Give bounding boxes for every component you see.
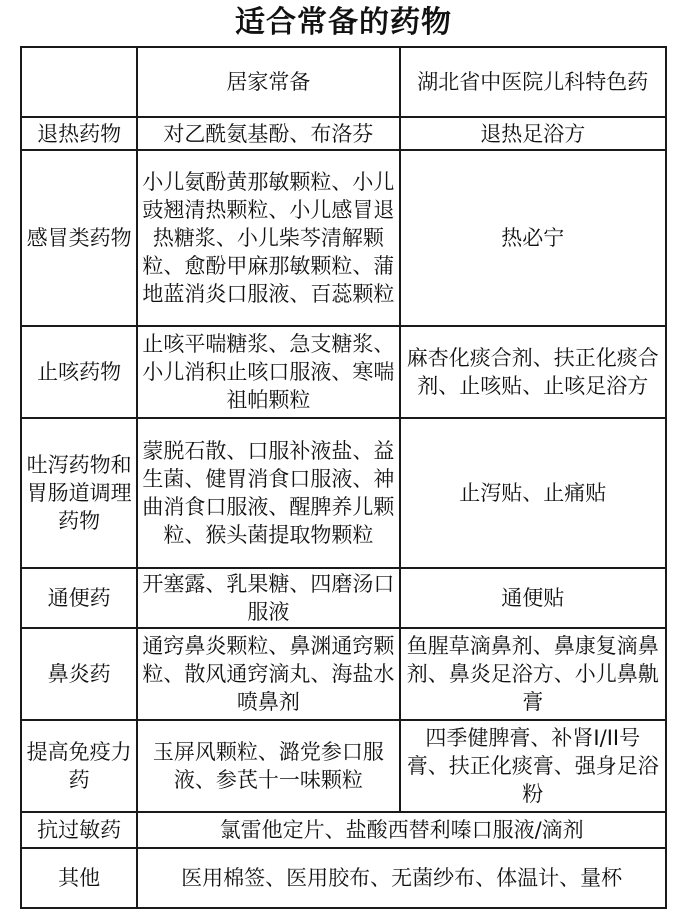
category-cell: 其他 [21,848,137,908]
hospital-medicine-cell: 麻杏化痰合剂、扶正化痰合剂、止咳贴、止咳足浴方 [400,326,666,418]
header-hospital-cell: 湖北省中医院儿科特色药 [400,47,666,117]
category-cell: 退热药物 [21,117,137,150]
home-medicine-cell: 通窍鼻炎颗粒、鼻渊通窍颗粒、散风通窍滴丸、海盐水喷鼻剂 [137,628,399,720]
category-cell: 吐泻药物和胃肠道调理药物 [21,418,137,568]
hospital-medicine-cell: 通便贴 [400,568,666,628]
category-cell: 抗过敏药 [21,812,137,848]
home-medicine-cell: 玉屏风颗粒、潞党参口服液、参芪十一味颗粒 [137,720,399,812]
home-medicine-cell: 小儿氨酚黄那敏颗粒、小儿豉翘清热颗粒、小儿感冒退热糖浆、小儿柴芩清解颗粒、愈酚甲麻那敏颗粒、蒲地蓝消炎口服液、百蕊颗粒 [137,150,399,326]
category-cell: 提高免疫力药 [21,720,137,812]
table-row-digestive [21,418,666,568]
home-medicine-cell: 开塞露、乳果糖、四磨汤口服液 [137,568,399,628]
table-row-rhinitis [21,628,666,720]
home-medicine-cell: 蒙脱石散、口服补液盐、益生菌、健胃消食口服液、神曲消食口服液、醒脾养儿颗粒、猴头菌提取物颗粒 [137,418,399,568]
hospital-medicine-cell: 四季健脾膏、补肾I/II号膏、扶正化痰膏、强身足浴粉 [400,720,666,812]
hospital-medicine-cell: 热必宁 [400,150,666,326]
category-cell: 鼻炎药 [21,628,137,720]
category-cell: 通便药 [21,568,137,628]
table-row-cold [21,150,666,326]
header-category-cell [21,47,137,117]
table-header-row [21,47,666,117]
medicine-table [20,46,667,909]
combined-medicine-cell: 氯雷他定片、盐酸西替利嗪口服液/滴剂 [137,812,666,848]
combined-medicine-cell: 医用棉签、医用胶布、无菌纱布、体温计、量杯 [137,848,666,908]
table-row-fever [21,117,666,150]
table-row-antiallergy [21,812,666,848]
table-row-other [21,848,666,908]
table-row-immunity [21,720,666,812]
category-cell: 感冒类药物 [21,150,137,326]
table-row-laxative [21,568,666,628]
hospital-medicine-cell: 止泻贴、止痛贴 [400,418,666,568]
header-home-cell: 居家常备 [137,47,399,117]
category-cell: 止咳药物 [21,326,137,418]
hospital-medicine-cell: 退热足浴方 [400,117,666,150]
page-title: 适合常备的药物 [235,5,452,40]
home-medicine-cell: 对乙酰氨基酚、布洛芬 [137,117,399,150]
table-row-cough [21,326,666,418]
hospital-medicine-cell: 鱼腥草滴鼻剂、鼻康复滴鼻剂、鼻炎足浴方、小儿鼻鼽膏 [400,628,666,720]
home-medicine-cell: 止咳平喘糖浆、急支糖浆、小儿消积止咳口服液、寒喘祖帕颗粒 [137,326,399,418]
